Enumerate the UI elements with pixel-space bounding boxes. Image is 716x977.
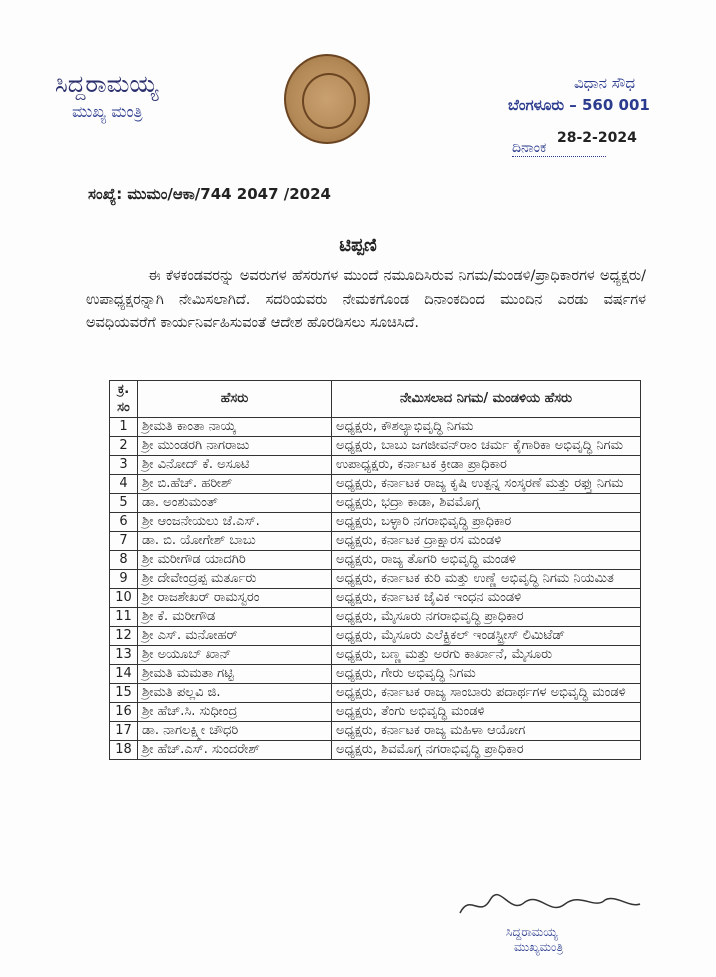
serial-cell: 17: [110, 722, 138, 741]
name-cell: ಶ್ರೀ ಹೆಚ್.ಸಿ. ಸುಧೀಂದ್ರ: [138, 703, 332, 722]
post-cell: ಅಧ್ಯಕ್ಷರು, ರಾಜ್ಯ ತೊಗರಿ ಅಭಿವೃದ್ಧಿ ಮಂಡಳಿ: [332, 551, 641, 570]
serial-cell: 4: [110, 475, 138, 494]
table-row: [110, 608, 641, 627]
table-row: [110, 703, 641, 722]
header-name: ಹೆಸರು: [138, 381, 332, 418]
serial-cell: 5: [110, 494, 138, 513]
name-cell: ಶ್ರೀ ವಿನೋದ್ ಕೆ. ಅಸೂಟಿ: [138, 456, 332, 475]
table-row: [110, 418, 641, 437]
table-row: [110, 570, 641, 589]
name-cell: ಶ್ರೀ ಆಂಜನೇಯಲು ಜೆ.ಎಸ್.: [138, 513, 332, 532]
name-cell: ಡಾ. ಅಂಶುಮಂತ್: [138, 494, 332, 513]
post-cell: ಉಪಾಧ್ಯಕ್ಷರು, ಕರ್ನಾಟಕ ಕ್ರೀಡಾ ಪ್ರಾಧಿಕಾರ: [332, 456, 641, 475]
body-paragraph: ಈ ಕೆಳಕಂಡವರನ್ನು ಅವರುಗಳ ಹೆಸರುಗಳ ಮುಂದೆ ನಮೂದಿಸಿರುವ ನಿಗಮ/ಮಂಡಳಿ/ಪ್ರಾಧಿಕಾರಗಳ ಅಧ್ಯಕ್ಷರು/ಉಪಾಧ್ಯಕ್ಷರನ್ನಾಗಿ ನೇಮಿಸಲಾಗಿದೆ. ಸದರಿಯವರು ನೇಮಕಗೊಂಡ ದಿನಾಂಕದಿಂದ ಮುಂದಿನ ಎರಡು ವರ್ಷಗಳ ಅವಧಿಯವರೆಗೆ ಕಾರ್ಯನಿರ್ವಹಿಸುವಂತೆ ಆದೇಶ ಹೊರಡಿಸಲು ಸೂಚಿಸಿದೆ.: [86, 268, 646, 331]
table-row: [110, 646, 641, 665]
post-cell: ಅಧ್ಯಕ್ಷರು, ಮೈಸೂರು ನಗರಾಭಿವೃದ್ಧಿ ಪ್ರಾಧಿಕಾರ: [332, 608, 641, 627]
table-row: [110, 627, 641, 646]
post-cell: ಅಧ್ಯಕ್ಷರು, ಕರ್ನಾಟಕ ದ್ರಾಕ್ಷಾರಸ ಮಂಡಳಿ: [332, 532, 641, 551]
post-cell: ಅಧ್ಯಕ್ಷರು, ಬಣ್ಣ ಮತ್ತು ಅರಗು ಕಾರ್ಖಾನೆ, ಮೈಸೂರು: [332, 646, 641, 665]
address-line2: ಬೆಂಗಳೂರು – 560 001: [508, 96, 650, 114]
post-cell: ಅಧ್ಯಕ್ಷರು, ಮೈಸೂರು ಎಲೆಕ್ಟ್ರಿಕಲ್ ಇಂಡಸ್ಟ್ರೀಸ್ ಲಿಮಿಟೆಡ್: [332, 627, 641, 646]
post-cell: ಅಧ್ಯಕ್ಷರು, ಕರ್ನಾಟಕ ರಾಜ್ಯ ಸಾಂಬಾರು ಪದಾರ್ಥಗಳ ಅಭಿವೃದ್ಧಿ ಮಂಡಳಿ: [332, 684, 641, 703]
post-cell: ಅಧ್ಯಕ್ಷರು, ಭದ್ರಾ ಕಾಡಾ, ಶಿವಮೊಗ್ಗ: [332, 494, 641, 513]
name-cell: ಶ್ರೀ ಮುಂಡರಗಿ ನಾಗರಾಜು: [138, 437, 332, 456]
name-cell: ಶ್ರೀ ದೇವೇಂದ್ರಪ್ಪ ಮರ್ತೂರು: [138, 570, 332, 589]
name-cell: ಶ್ರೀ ರಾಜಶೇಖರ್ ರಾಮಸ್ವರಂ: [138, 589, 332, 608]
government-emblem-icon: [284, 54, 370, 144]
name-cell: ಶ್ರೀ ಮರೀಗೌಡ ಯಾದಗಿರಿ: [138, 551, 332, 570]
post-cell: ಅಧ್ಯಕ್ಷರು, ತೆಂಗು ಅಭಿವೃದ್ಧಿ ಮಂಡಳಿ: [332, 703, 641, 722]
table-row: [110, 513, 641, 532]
table-row: [110, 722, 641, 741]
date-label: ದಿನಾಂಕ: [512, 140, 606, 157]
post-cell: ಅಧ್ಯಕ್ಷರು, ಬಾಬು ಜಗಜೀವನ್‌ರಾಂ ಚರ್ಮ ಕೈಗಾರಿಕಾ ಅಭಿವೃದ್ಧಿ ನಿಗಮ: [332, 437, 641, 456]
serial-cell: 16: [110, 703, 138, 722]
signature-icon: [455, 888, 645, 924]
post-cell: ಅಧ್ಯಕ್ಷರು, ಗೇರು ಅಭಿವೃದ್ಧಿ ನಿಗಮ: [332, 665, 641, 684]
table-row: [110, 741, 641, 760]
letterhead-name: ಸಿದ್ದರಾಮಯ್ಯ: [55, 70, 159, 98]
post-cell: ಅಧ್ಯಕ್ಷರು, ಕರ್ನಾಟಕ ಜೈವಿಕ ಇಂಧನ ಮಂಡಳಿ: [332, 589, 641, 608]
document-heading: ಟಿಪ್ಪಣಿ: [339, 235, 377, 256]
serial-cell: 11: [110, 608, 138, 627]
name-cell: ಶ್ರೀಮತಿ ಕಾಂತಾ ನಾಯ್ಕ: [138, 418, 332, 437]
name-cell: ಡಾ. ಬಿ. ಯೋಗೇಶ್ ಬಾಬು: [138, 532, 332, 551]
name-cell: ಶ್ರೀ ಅಯೂಬ್ ಖಾನ್: [138, 646, 332, 665]
serial-cell: 14: [110, 665, 138, 684]
serial-cell: 8: [110, 551, 138, 570]
post-cell: ಅಧ್ಯಕ್ಷರು, ಕರ್ನಾಟಕ ರಾಜ್ಯ ಕೃಷಿ ಉತ್ಪನ್ನ ಸಂಸ್ಕರಣೆ ಮತ್ತು ರಫ್ತು ನಿಗಮ: [332, 475, 641, 494]
serial-cell: 18: [110, 741, 138, 760]
table-row: [110, 494, 641, 513]
table-row: [110, 551, 641, 570]
table-row: [110, 475, 641, 494]
serial-cell: 12: [110, 627, 138, 646]
name-cell: ಶ್ರೀಮತಿ ಪಲ್ಲವಿ ಜಿ.: [138, 684, 332, 703]
name-cell: ಶ್ರೀ ಹೆಚ್.ಎಸ್. ಸುಂದರೇಶ್: [138, 741, 332, 760]
name-cell: ಶ್ರೀ ಎಸ್. ಮನೋಹರ್: [138, 627, 332, 646]
post-cell: ಅಧ್ಯಕ್ಷರು, ಕರ್ನಾಟಕ ಕುರಿ ಮತ್ತು ಉಣ್ಣೆ ಅಭಿವೃದ್ಧಿ ನಿಗಮ ನಿಯಮಿತ: [332, 570, 641, 589]
post-cell: ಅಧ್ಯಕ್ಷರು, ಕರ್ನಾಟಕ ರಾಜ್ಯ ಮಹಿಳಾ ಆಯೋಗ: [332, 722, 641, 741]
table-row: [110, 437, 641, 456]
serial-cell: 7: [110, 532, 138, 551]
post-cell: ಅಧ್ಯಕ್ಷರು, ಶಿವಮೊಗ್ಗ ನಗರಾಭಿವೃದ್ಧಿ ಪ್ರಾಧಿಕಾರ: [332, 741, 641, 760]
table-row: [110, 456, 641, 475]
serial-cell: 13: [110, 646, 138, 665]
address-line1: ವಿಧಾನ ಸೌಧ: [574, 74, 636, 92]
serial-cell: 6: [110, 513, 138, 532]
reference-number: ಸಂಖ್ಯೆ: ಮುಮಂ/ಆಕಾ/744 2047 /2024: [88, 185, 331, 203]
serial-cell: 9: [110, 570, 138, 589]
header-serial: ಕ್ರ. ಸಂ: [110, 381, 138, 418]
signatory-name: ಸಿದ್ದರಾಮಯ್ಯ: [506, 925, 558, 939]
name-cell: ಶ್ರೀ ಕೆ. ಮರೀಗೌಡ: [138, 608, 332, 627]
table-row: [110, 665, 641, 684]
serial-cell: 15: [110, 684, 138, 703]
post-cell: ಅಧ್ಯಕ್ಷರು, ಬಳ್ಳಾರಿ ನಗರಾಭಿವೃದ್ಧಿ ಪ್ರಾಧಿಕಾರ: [332, 513, 641, 532]
serial-cell: 10: [110, 589, 138, 608]
table-header-row: [110, 381, 641, 418]
name-cell: ಡಾ. ನಾಗಲಕ್ಷ್ಮೀ ಚೌಧರಿ: [138, 722, 332, 741]
name-cell: ಶ್ರೀಮತಿ ಮಮತಾ ಗಟ್ಟಿ: [138, 665, 332, 684]
letterhead-title: ಮುಖ್ಯ ಮಂತ್ರಿ: [72, 102, 143, 121]
table-row: [110, 589, 641, 608]
serial-cell: 1: [110, 418, 138, 437]
table-row: [110, 532, 641, 551]
table-row: [110, 684, 641, 703]
name-cell: ಶ್ರೀ ಬಿ.ಹೆಚ್. ಹರೀಶ್: [138, 475, 332, 494]
appointments-table: [109, 380, 641, 760]
serial-cell: 2: [110, 437, 138, 456]
serial-cell: 3: [110, 456, 138, 475]
post-cell: ಅಧ್ಯಕ್ಷರು, ಕೌಶಲ್ಯಾಭಿವೃದ್ಧಿ ನಿಗಮ: [332, 418, 641, 437]
signatory-title: ಮುಖ್ಯಮಂತ್ರಿ: [514, 940, 564, 954]
header-post: ನೇಮಿಸಲಾದ ನಿಗಮ/ ಮಂಡಳಿಯ ಹೆಸರು: [332, 381, 641, 418]
date-value: 28-2-2024: [557, 130, 637, 146]
